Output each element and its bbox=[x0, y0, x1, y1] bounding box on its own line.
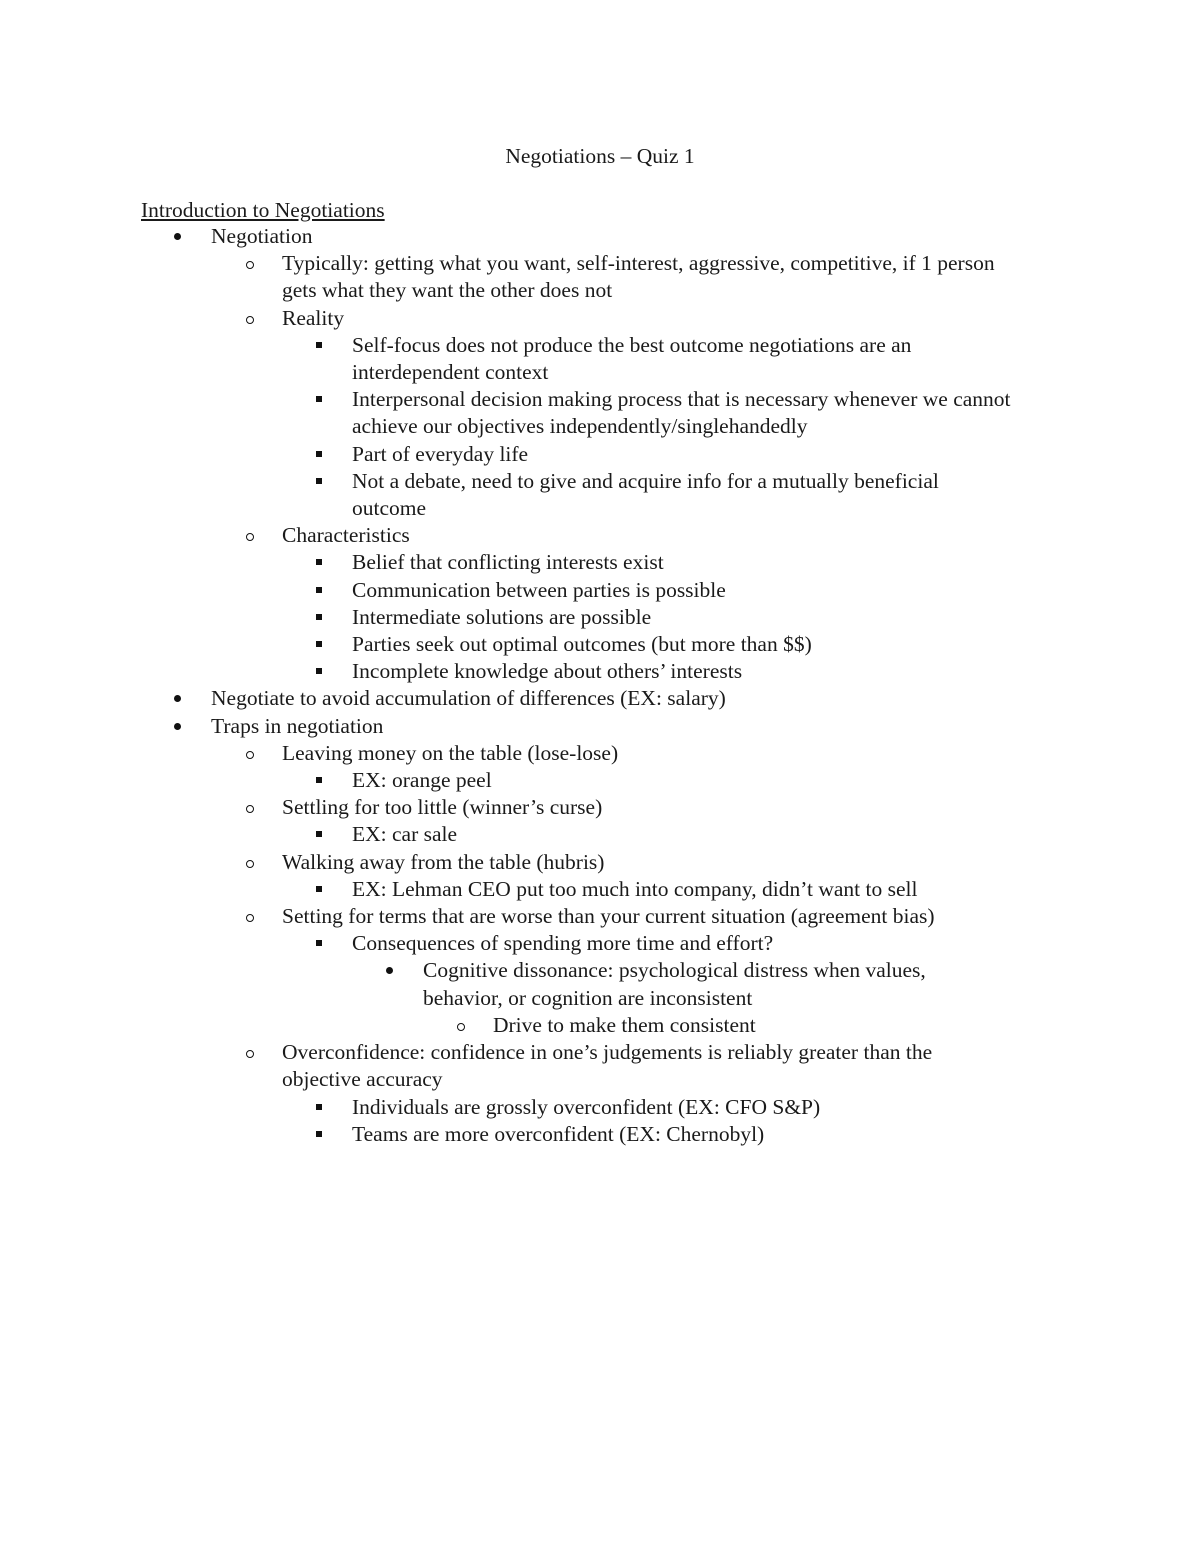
outline-item-level-2 bbox=[282, 250, 1012, 304]
bullet-square-icon bbox=[316, 451, 322, 457]
bullet-square-icon bbox=[316, 668, 322, 674]
outline-list bbox=[0, 223, 1200, 1148]
outline-item-level-1 bbox=[211, 713, 1011, 740]
bullet-marker bbox=[242, 849, 262, 876]
outline-item-text: Part of everyday life bbox=[352, 441, 529, 466]
outline-item-level-3 bbox=[352, 441, 1012, 468]
bullet-marker bbox=[312, 577, 332, 604]
outline-item-level-3 bbox=[352, 876, 1012, 903]
outline-item-level-3 bbox=[352, 930, 1012, 957]
bullet-marker bbox=[312, 1094, 332, 1121]
outline-item-level-3 bbox=[352, 468, 1012, 522]
bullet-square-icon bbox=[316, 777, 322, 783]
outline-item-text: Interpersonal decision making process that is necessary whenever we cannot achieve our objectives independently/singlehandedly bbox=[352, 387, 1011, 439]
outline-item-text: Negotiate to avoid accumulation of differences (EX: salary) bbox=[211, 686, 726, 711]
outline-item-level-3 bbox=[352, 767, 1012, 794]
outline-item-level-3 bbox=[352, 386, 1012, 440]
bullet-marker bbox=[312, 332, 332, 359]
outline-item-text: Overconfidence: confidence in one’s judgements is reliably greater than the objective accuracy bbox=[282, 1040, 933, 1092]
bullet-marker bbox=[453, 1012, 473, 1039]
bullet-marker bbox=[171, 713, 191, 740]
outline-item-text: Consequences of spending more time and effort? bbox=[352, 931, 774, 956]
section-heading: Introduction to Negotiations bbox=[141, 198, 385, 222]
bullet-marker bbox=[312, 876, 332, 903]
outline-item-level-2 bbox=[282, 522, 1012, 549]
outline-item-text: EX: car sale bbox=[352, 822, 458, 847]
outline-item-text: Settling for too little (winner’s curse) bbox=[282, 795, 603, 820]
bullet-circle-icon bbox=[246, 1050, 254, 1058]
page-title: Negotiations – Quiz 1 bbox=[505, 144, 695, 168]
bullet-dot-icon bbox=[386, 967, 393, 974]
outline-item-level-3 bbox=[352, 631, 1012, 658]
bullet-marker bbox=[312, 1121, 332, 1148]
bullet-square-icon bbox=[316, 940, 322, 946]
outline-item-text: Negotiation bbox=[211, 224, 313, 248]
outline-item-text: Traps in negotiation bbox=[211, 713, 384, 738]
bullet-marker bbox=[312, 468, 332, 495]
outline-item-level-3 bbox=[352, 821, 1012, 848]
outline-item-text: Typically: getting what you want, self-interest, aggressive, competitive, if 1 person gets what they want the other does not bbox=[282, 251, 995, 303]
bullet-dot-icon bbox=[174, 695, 181, 702]
bullet-square-icon bbox=[316, 342, 322, 348]
bullet-marker bbox=[312, 549, 332, 576]
outline-item-level-3 bbox=[352, 549, 1012, 576]
outline-item-text: Drive to make them consistent bbox=[493, 1012, 756, 1037]
bullet-marker bbox=[242, 250, 262, 277]
outline-item-level-3 bbox=[352, 332, 1012, 386]
bullet-marker bbox=[312, 604, 332, 631]
bullet-marker bbox=[171, 223, 191, 250]
bullet-square-icon bbox=[316, 886, 322, 892]
outline-item-level-4 bbox=[423, 957, 1003, 1011]
outline-item-text: Incomplete knowledge about others’ interests bbox=[352, 659, 743, 684]
outline-item-text: Individuals are grossly overconfident (EX: CFO S&P) bbox=[352, 1094, 821, 1119]
outline-item-text: Communication between parties is possible bbox=[352, 577, 726, 602]
bullet-marker bbox=[242, 1039, 262, 1066]
bullet-marker bbox=[242, 305, 262, 332]
bullet-circle-icon bbox=[246, 316, 254, 324]
bullet-marker bbox=[312, 631, 332, 658]
bullet-square-icon bbox=[316, 831, 322, 837]
outline-item-level-2 bbox=[282, 903, 1012, 930]
bullet-circle-icon bbox=[246, 261, 254, 269]
outline-item-text: Parties seek out optimal outcomes (but more than $$) bbox=[352, 632, 812, 657]
outline-item-text: Walking away from the table (hubris) bbox=[282, 849, 605, 874]
outline-item-level-2 bbox=[282, 740, 1012, 767]
outline-item-text: Intermediate solutions are possible bbox=[352, 604, 652, 629]
outline-item-text: Belief that conflicting interests exist bbox=[352, 550, 664, 575]
outline-item-text: Reality bbox=[282, 305, 345, 330]
bullet-square-icon bbox=[316, 559, 322, 565]
bullet-circle-icon bbox=[246, 533, 254, 541]
bullet-marker bbox=[312, 441, 332, 468]
outline-item-text: Self-focus does not produce the best outcome negotiations are an interdependent context bbox=[352, 332, 912, 385]
bullet-circle-icon bbox=[246, 860, 254, 868]
outline-item-text: Setting for terms that are worse than your current situation (agreement bias) bbox=[282, 904, 935, 929]
outline-item-level-3 bbox=[352, 604, 1012, 631]
bullet-marker bbox=[171, 685, 191, 712]
outline-item-level-2 bbox=[282, 849, 1012, 876]
outline-item-text: Characteristics bbox=[282, 523, 410, 548]
outline-item-level-2 bbox=[282, 305, 1012, 332]
outline-item-text: Cognitive dissonance: psychological distress when values, behavior, or cognition are inconsistent bbox=[423, 958, 926, 1010]
bullet-square-icon bbox=[316, 641, 322, 647]
outline-item-level-2 bbox=[282, 794, 1012, 821]
bullet-marker bbox=[383, 957, 403, 984]
outline-item-level-1 bbox=[211, 223, 1011, 250]
bullet-marker bbox=[312, 767, 332, 794]
outline-item-text: Leaving money on the table (lose-lose) bbox=[282, 740, 619, 765]
bullet-circle-icon bbox=[246, 805, 254, 813]
outline-item-level-3 bbox=[352, 1094, 1012, 1121]
outline-item-text: EX: orange peel bbox=[352, 768, 492, 793]
outline-item-level-3 bbox=[352, 577, 1012, 604]
bullet-square-icon bbox=[316, 478, 322, 484]
bullet-marker bbox=[242, 903, 262, 930]
bullet-dot-icon bbox=[174, 233, 181, 240]
bullet-square-icon bbox=[316, 1104, 322, 1110]
bullet-marker bbox=[312, 821, 332, 848]
bullet-square-icon bbox=[316, 587, 322, 593]
bullet-marker bbox=[312, 658, 332, 685]
bullet-circle-icon bbox=[246, 751, 254, 759]
bullet-marker bbox=[242, 740, 262, 767]
bullet-circle-icon bbox=[457, 1023, 465, 1031]
outline-item-level-5 bbox=[493, 1012, 1003, 1039]
bullet-square-icon bbox=[316, 614, 322, 620]
outline-item-level-3 bbox=[352, 658, 1012, 685]
bullet-circle-icon bbox=[246, 914, 254, 922]
outline-item-text: EX: Lehman CEO put too much into company, didn’t want to sell bbox=[352, 876, 918, 901]
outline-item-level-1 bbox=[211, 685, 1011, 712]
bullet-marker bbox=[242, 794, 262, 821]
bullet-square-icon bbox=[316, 396, 322, 402]
outline-item-text: Not a debate, need to give and acquire info for a mutually beneficial outcome bbox=[352, 468, 939, 521]
outline-item-level-3 bbox=[352, 1121, 1012, 1148]
bullet-marker bbox=[312, 386, 332, 413]
bullet-square-icon bbox=[316, 1131, 322, 1137]
bullet-marker bbox=[312, 930, 332, 957]
bullet-dot-icon bbox=[174, 723, 181, 730]
bullet-marker bbox=[242, 522, 262, 549]
outline-item-level-2 bbox=[282, 1039, 1012, 1093]
outline-item-text: Teams are more overconfident (EX: Chernobyl) bbox=[352, 1121, 765, 1146]
